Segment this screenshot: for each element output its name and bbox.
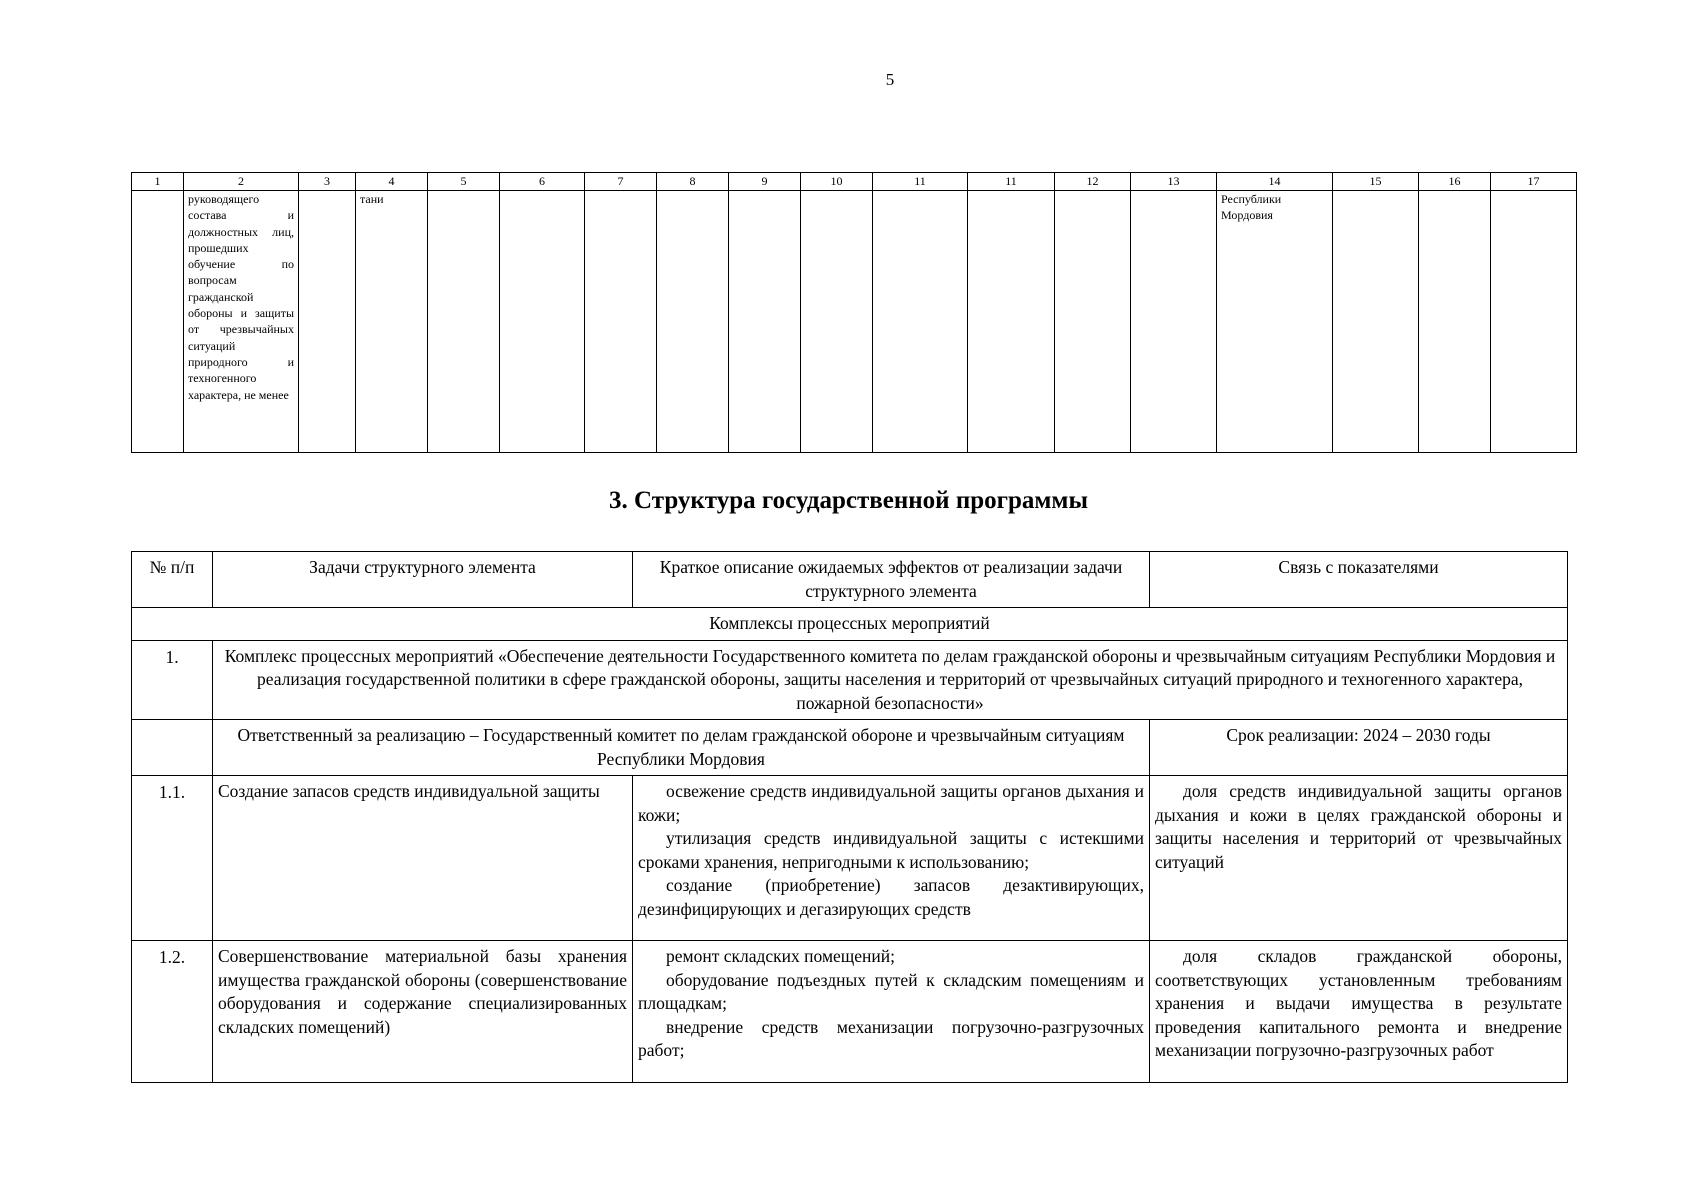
complex-row — [132, 640, 1568, 720]
table-cell — [1131, 191, 1217, 453]
effects-cell — [633, 941, 1150, 1083]
column-number: 15 — [1333, 173, 1419, 191]
complex-title: Комплекс процессных мероприятий «Обеспечение деятельности Государственного комитета по делам гражданской обороны и чрезвычайным ситуациям Республики Мордовия и реализация государственной политики в сфере гражданской обороны, защиты населения и территорий от чрезвычайных ситуаций природного и техногенного характера, пожарной безопасности» — [213, 640, 1568, 720]
table-cell — [801, 191, 873, 453]
task-text: Создание запасов средств индивидуальной защиты — [213, 776, 633, 941]
column-number: 14 — [1217, 173, 1333, 191]
indicator-cell — [1150, 941, 1568, 1083]
column-number: 7 — [585, 173, 657, 191]
table-cell — [132, 191, 184, 453]
table-cell — [1419, 191, 1491, 453]
column-number: 6 — [500, 173, 585, 191]
table-row — [132, 776, 1568, 941]
column-number: 11 — [968, 173, 1055, 191]
effect-item: внедрение средств механизации погрузочно-разгрузочных работ; — [638, 1016, 1144, 1060]
column-number: 9 — [729, 173, 801, 191]
section-title: 3. Структура государственной программы — [609, 487, 1088, 514]
table-row — [132, 191, 1577, 453]
column-number: 8 — [657, 173, 729, 191]
indicators-table-continuation — [131, 172, 1577, 453]
column-number: 11 — [873, 173, 968, 191]
table-cell — [299, 191, 356, 453]
column-number: 17 — [1491, 173, 1577, 191]
column-number: 3 — [299, 173, 356, 191]
task-number: 1.2. — [132, 941, 213, 1083]
table-cell — [657, 191, 729, 453]
effect-item: утилизация средств индивидуальной защиты с истекшими сроками хранения, непригодными к использованию; — [638, 828, 1144, 872]
task-number: 1.1. — [132, 776, 213, 941]
table-cell — [729, 191, 801, 453]
table-cell — [1491, 191, 1577, 453]
table-cell — [1333, 191, 1419, 453]
table-cell — [873, 191, 968, 453]
table-row — [132, 941, 1568, 1083]
responsible-row — [132, 720, 1568, 776]
indicator-name-cell: руководящего состава и должностных лиц, прошедших обучение по вопросам гражданской обороны и защиты от чрезвычайных ситуаций природного и техногенного характера, не менее — [184, 191, 299, 453]
indicators-header: Связь с показателями — [1150, 552, 1568, 608]
indicator-text: доля средств индивидуальной защиты органов дыхания и кожи в целях гражданской обороны и защиты населения и территорий от чрезвычайных ситуаций — [1155, 781, 1562, 872]
table-cell — [500, 191, 585, 453]
column-number: 4 — [356, 173, 428, 191]
unit-cell: тани — [356, 191, 428, 453]
effects-header: Краткое описание ожидаемых эффектов от реализации задачи структурного элемента — [633, 552, 1150, 608]
indicator-cell — [1150, 776, 1568, 941]
table-cell — [585, 191, 657, 453]
effect-item: оборудование подъездных путей к складским помещениям и площадкам; — [638, 969, 1144, 1013]
column-number-row — [132, 173, 1577, 191]
group-title: Комплексы процессных мероприятий — [132, 608, 1568, 641]
column-number: 13 — [1131, 173, 1217, 191]
responsible-text: Ответственный за реализацию – Государственный комитет по делам гражданской обороне и чрезвычайным ситуациям Республики Мордовия — [213, 720, 1150, 776]
effect-item: создание (приобретение) запасов дезактивирующих, дезинфицирующих и дегазирующих средств — [638, 875, 1144, 919]
column-number: 2 — [184, 173, 299, 191]
term-text: Срок реализации: 2024 – 2030 годы — [1150, 720, 1568, 776]
column-number: 5 — [428, 173, 500, 191]
complex-number: 1. — [132, 640, 213, 720]
table-cell — [968, 191, 1055, 453]
column-number: 1 — [132, 173, 184, 191]
group-row — [132, 608, 1568, 641]
program-structure-table — [131, 551, 1568, 1083]
effects-cell — [633, 776, 1150, 941]
table-cell — [428, 191, 500, 453]
column-number: 10 — [801, 173, 873, 191]
task-text: Совершенствование материальной базы хранения имущества гражданской обороны (совершенствование оборудования и содержание специализированных складских помещений) — [213, 941, 633, 1083]
responsible-cell: Республики Мордовия — [1217, 191, 1333, 453]
number-header: № п/п — [132, 552, 213, 608]
effect-item: ремонт складских помещений; — [666, 946, 895, 966]
effect-item: освежение средств индивидуальной защиты органов дыхания и кожи; — [638, 781, 1144, 825]
column-number: 12 — [1055, 173, 1131, 191]
table-header-row — [132, 552, 1568, 608]
table-cell — [132, 720, 213, 776]
indicator-text: доля складов гражданской обороны, соответствующих установленным требованиям хранения и выдачи имущества в результате проведения капитального ремонта и внедрение механизации погрузочно-разгрузочных работ — [1155, 946, 1562, 1060]
column-number: 16 — [1419, 173, 1491, 191]
tasks-header: Задачи структурного элемента — [213, 552, 633, 608]
page-number: 5 — [885, 70, 895, 89]
table-cell — [1055, 191, 1131, 453]
